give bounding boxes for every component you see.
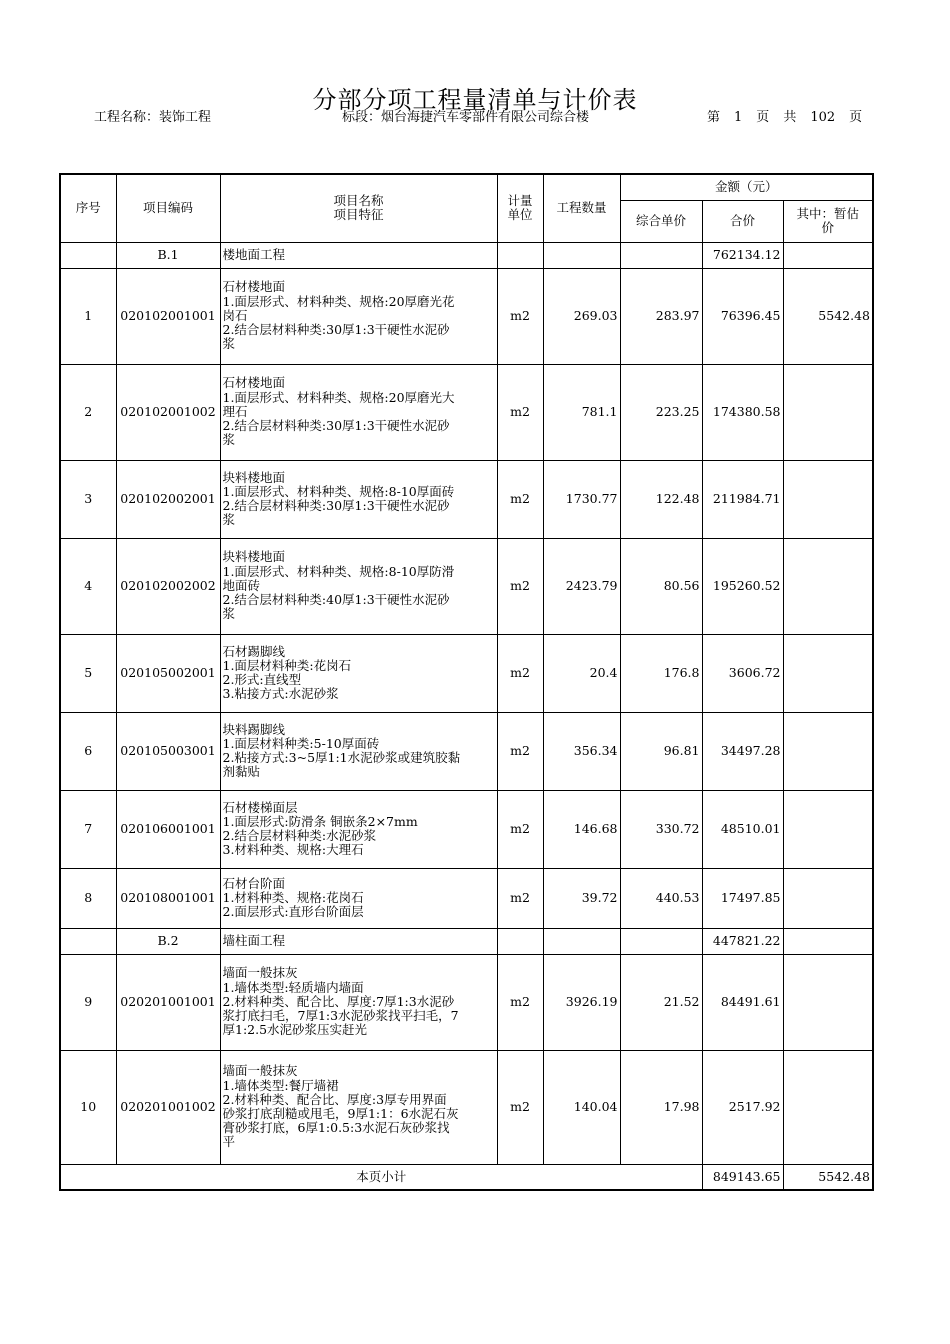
row-description-line: 地面砖 — [222, 577, 261, 593]
header-code: 项目编码 — [116, 174, 220, 242]
section-prov — [783, 242, 873, 268]
row-total: 3606.72 — [702, 634, 783, 712]
row-description-line: 1.墙体类型:轻质墙内墙面 — [222, 979, 364, 995]
table-row — [60, 460, 873, 538]
row-description-line: 2.材料种类、配合比、厚度:7厚1:3水泥砂 — [222, 993, 455, 1009]
page-prefix: 第 — [707, 110, 721, 125]
row-description — [220, 634, 497, 712]
header-name-line1: 项目名称 — [333, 193, 384, 209]
row-description-line: 平 — [222, 1134, 236, 1150]
row-description-line: 剂黏贴 — [222, 764, 261, 780]
header-unit — [497, 174, 543, 242]
section-seq — [60, 928, 116, 954]
section-prov — [783, 928, 873, 954]
header-name-line2: 项目特征 — [333, 207, 384, 223]
row-description-line: 石材楼地面 — [222, 279, 286, 295]
header-name — [220, 174, 497, 242]
row-description-line: 3.材料种类、规格:大理石 — [222, 842, 364, 858]
row-code: 020105003001 — [116, 712, 220, 790]
row-seq: 2 — [60, 364, 116, 460]
section-total: 762134.12 — [702, 242, 783, 268]
row-description-line: 1.面层材料种类:5-10厚面砖 — [222, 735, 380, 751]
section-price — [620, 242, 702, 268]
row-description-line: 浆 — [222, 432, 236, 448]
table-row — [60, 634, 873, 712]
row-description-line: 石材楼地面 — [222, 375, 286, 391]
row-description-line: 1.面层形式、材料种类、规格:20厚磨光花 — [222, 293, 455, 309]
header-total: 合价 — [702, 200, 783, 242]
row-provisional — [783, 364, 873, 460]
row-provisional — [783, 954, 873, 1050]
row-code: 020105002001 — [116, 634, 220, 712]
row-code: 020102002001 — [116, 460, 220, 538]
row-description — [220, 1050, 497, 1164]
row-description-line: 1.面层形式:防滑条 铜嵌条2×7mm — [222, 813, 418, 829]
section-name: 墙柱面工程 — [220, 928, 497, 954]
row-description-line: 块料楼地面 — [222, 549, 286, 565]
row-provisional — [783, 1050, 873, 1164]
row-qty: 39.72 — [543, 868, 620, 928]
row-unit-price: 176.8 — [620, 634, 702, 712]
row-seq: 8 — [60, 868, 116, 928]
row-unit: m2 — [497, 712, 543, 790]
header-provisional-line2: 价 — [821, 220, 834, 235]
row-code: 020102001002 — [116, 364, 220, 460]
row-description-line: 2.面层形式:直形台阶面层 — [222, 904, 364, 920]
row-description-line: 1.面层材料种类:花岗石 — [222, 657, 352, 673]
row-unit-price: 223.25 — [620, 364, 702, 460]
row-description-line: 砂浆打底刮糙或甩毛，9厚1:1：6水泥石灰 — [222, 1106, 459, 1121]
row-description-line: 2.结合层材料种类:30厚1:3干硬性水泥砂 — [222, 418, 450, 434]
row-code: 020108001001 — [116, 868, 220, 928]
subtotal-provisional: 5542.48 — [783, 1164, 873, 1190]
row-description-line: 墙面一般抹灰 — [222, 965, 298, 981]
row-total: 84491.61 — [702, 954, 783, 1050]
section-seq — [60, 242, 116, 268]
header-qty: 工程数量 — [543, 174, 620, 242]
section-total: 447821.22 — [702, 928, 783, 954]
row-code: 020106001001 — [116, 790, 220, 868]
row-description-line: 2.结合层材料种类:30厚1:3干硬性水泥砂 — [222, 322, 450, 338]
row-description-line: 墙面一般抹灰 — [222, 1063, 298, 1079]
row-total: 195260.52 — [702, 538, 783, 634]
row-description-line: 1.材料种类、规格:花岗石 — [222, 889, 364, 905]
row-unit-price: 17.98 — [620, 1050, 702, 1164]
row-code: 020201001002 — [116, 1050, 220, 1164]
page-mid: 页 — [756, 110, 770, 125]
row-qty: 146.68 — [543, 790, 620, 868]
row-unit-price: 283.97 — [620, 268, 702, 364]
row-qty: 781.1 — [543, 364, 620, 460]
row-description-line: 岗石 — [222, 307, 248, 323]
table-row — [60, 268, 873, 364]
row-description-line: 浆 — [222, 606, 236, 622]
row-description-line: 2.形式:直线型 — [222, 672, 302, 687]
row-provisional: 5542.48 — [783, 268, 873, 364]
row-description — [220, 790, 497, 868]
row-description-line: 1.面层形式、材料种类、规格:20厚磨光大 — [222, 389, 455, 405]
page-number: 1 — [734, 110, 743, 125]
row-qty: 269.03 — [543, 268, 620, 364]
row-qty: 2423.79 — [543, 538, 620, 634]
page-info — [707, 106, 876, 125]
row-total: 2517.92 — [702, 1050, 783, 1164]
section-unit — [497, 928, 543, 954]
row-description — [220, 712, 497, 790]
row-provisional — [783, 790, 873, 868]
subtotal-row — [60, 1164, 873, 1190]
row-seq: 7 — [60, 790, 116, 868]
row-provisional — [783, 538, 873, 634]
row-code: 020102002002 — [116, 538, 220, 634]
total-prefix: 共 — [783, 110, 797, 125]
row-description-line: 1.面层形式、材料种类、规格:8-10厚防滑 — [222, 563, 455, 579]
row-unit-price: 122.48 — [620, 460, 702, 538]
row-seq: 1 — [60, 268, 116, 364]
row-seq: 9 — [60, 954, 116, 1050]
row-total: 211984.71 — [702, 460, 783, 538]
row-total: 34497.28 — [702, 712, 783, 790]
header-unit-price: 综合单价 — [620, 200, 702, 242]
row-unit: m2 — [497, 364, 543, 460]
row-description-line: 浆打底扫毛，7厚1:3水泥砂浆找平扫毛，7 — [222, 1008, 459, 1024]
row-total: 17497.85 — [702, 868, 783, 928]
row-description — [220, 364, 497, 460]
row-description — [220, 954, 497, 1050]
section-row — [60, 242, 873, 268]
row-unit: m2 — [497, 868, 543, 928]
row-description — [220, 460, 497, 538]
row-qty: 140.04 — [543, 1050, 620, 1164]
row-provisional — [783, 868, 873, 928]
row-unit: m2 — [497, 268, 543, 364]
row-seq: 5 — [60, 634, 116, 712]
row-total: 174380.58 — [702, 364, 783, 460]
row-unit: m2 — [497, 1050, 543, 1164]
row-description-line: 3.粘接方式:水泥砂浆 — [222, 686, 339, 702]
page-title: 分部分项工程量清单与计价表 — [312, 86, 638, 114]
header-provisional-line1: 其中：暂估 — [796, 206, 859, 221]
row-total: 76396.45 — [702, 268, 783, 364]
header-seq: 序号 — [60, 174, 116, 242]
row-unit: m2 — [497, 460, 543, 538]
row-description-line: 厚1:2.5水泥砂浆压实赶光 — [222, 1022, 368, 1038]
row-description-line: 浆 — [222, 512, 236, 528]
row-description-line: 2.粘接方式:3~5厚1:1水泥砂浆或建筑胶黏 — [222, 750, 461, 765]
row-description-line: 块料踢脚线 — [222, 721, 286, 737]
row-description-line: 1.墙体类型:餐厅墙裙 — [222, 1077, 339, 1093]
header-provisional — [783, 200, 873, 242]
table-row — [60, 954, 873, 1050]
row-unit-price: 96.81 — [620, 712, 702, 790]
total-suffix: 页 — [849, 110, 863, 125]
subtotal-label: 本页小计 — [60, 1164, 702, 1190]
subtotal-total: 849143.65 — [702, 1164, 783, 1190]
row-description-line: 1.面层形式、材料种类、规格:8-10厚面砖 — [222, 483, 455, 499]
row-qty: 1730.77 — [543, 460, 620, 538]
row-total: 48510.01 — [702, 790, 783, 868]
table-row — [60, 538, 873, 634]
section-name: 楼地面工程 — [220, 242, 497, 268]
section-qty — [543, 242, 620, 268]
row-description-line: 2.材料种类、配合比、厚度:3厚专用界面 — [222, 1091, 447, 1107]
row-unit-price: 80.56 — [620, 538, 702, 634]
row-qty: 356.34 — [543, 712, 620, 790]
table-row — [60, 712, 873, 790]
header-amount: 金额（元） — [620, 174, 873, 200]
row-description-line: 理石 — [222, 403, 248, 419]
row-description-line: 2.结合层材料种类:30厚1:3干硬性水泥砂 — [222, 498, 450, 513]
section-row — [60, 928, 873, 954]
table-row — [60, 790, 873, 868]
row-provisional — [783, 712, 873, 790]
row-description-line: 石材台阶面 — [222, 875, 286, 891]
bill-of-quantities-table — [59, 173, 874, 1191]
row-description-line: 块料楼地面 — [222, 469, 286, 485]
row-unit: m2 — [497, 790, 543, 868]
row-unit-price: 330.72 — [620, 790, 702, 868]
row-seq: 4 — [60, 538, 116, 634]
row-code: 020102001001 — [116, 268, 220, 364]
section-unit — [497, 242, 543, 268]
section-code: B.1 — [116, 242, 220, 268]
table-row — [60, 364, 873, 460]
section-code: B.2 — [116, 928, 220, 954]
row-unit-price: 440.53 — [620, 868, 702, 928]
header-unit-line2: 单位 — [507, 207, 533, 223]
project-name: 工程名称：装饰工程 — [94, 110, 212, 125]
row-unit: m2 — [497, 954, 543, 1050]
row-provisional — [783, 634, 873, 712]
row-description — [220, 538, 497, 634]
row-description-line: 石材楼梯面层 — [222, 799, 298, 815]
row-seq: 6 — [60, 712, 116, 790]
header-unit-line1: 计量 — [507, 193, 533, 209]
row-seq: 10 — [60, 1050, 116, 1164]
section-price — [620, 928, 702, 954]
row-description-line: 石材踢脚线 — [222, 643, 286, 659]
table-row — [60, 868, 873, 928]
section-qty — [543, 928, 620, 954]
row-qty: 3926.19 — [543, 954, 620, 1050]
row-description — [220, 268, 497, 364]
row-code: 020201001001 — [116, 954, 220, 1050]
row-unit: m2 — [497, 538, 543, 634]
section-name: 标段：烟台海捷汽车零部件有限公司综合楼 — [342, 110, 590, 125]
table-row — [60, 1050, 873, 1164]
row-provisional — [783, 460, 873, 538]
row-description-line: 膏砂浆打底，6厚1:0.5:3水泥石灰砂浆找 — [222, 1120, 450, 1136]
row-seq: 3 — [60, 460, 116, 538]
row-qty: 20.4 — [543, 634, 620, 712]
row-description-line: 2.结合层材料种类:40厚1:3干硬性水泥砂 — [222, 592, 450, 608]
row-unit: m2 — [497, 634, 543, 712]
row-unit-price: 21.52 — [620, 954, 702, 1050]
row-description — [220, 868, 497, 928]
row-description-line: 2.结合层材料种类:水泥砂浆 — [222, 828, 377, 843]
total-pages: 102 — [810, 110, 836, 125]
row-description-line: 浆 — [222, 336, 236, 352]
